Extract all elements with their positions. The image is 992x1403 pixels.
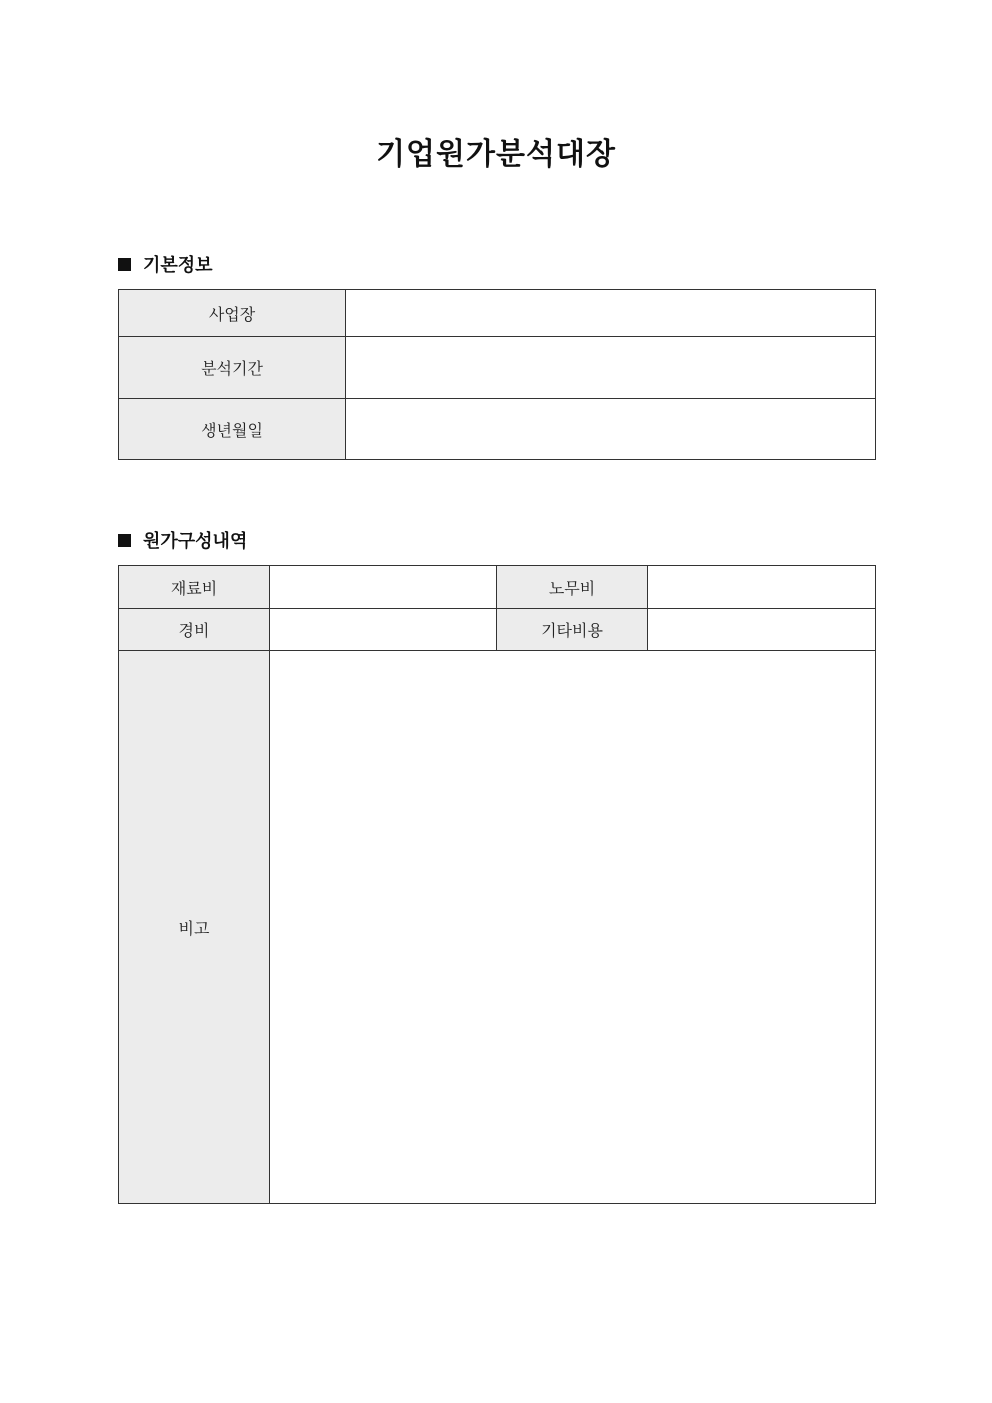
basic-info-table (118, 289, 876, 460)
table-row (119, 651, 876, 1204)
other-cost-label: 기타비용 (497, 609, 648, 651)
table-row (119, 399, 876, 460)
material-cost-field[interactable] (270, 566, 497, 609)
workplace-label: 사업장 (119, 290, 346, 337)
cost-breakdown-table (118, 565, 876, 1204)
expense-label: 경비 (119, 609, 270, 651)
remarks-label: 비고 (119, 651, 270, 1204)
table-row (119, 609, 876, 651)
analysis-period-field[interactable] (346, 337, 876, 399)
section-heading-basic-info (118, 250, 213, 278)
birth-date-label: 생년월일 (119, 399, 346, 460)
other-cost-field[interactable] (648, 609, 876, 651)
workplace-field[interactable] (346, 290, 876, 337)
table-row (119, 290, 876, 337)
expense-field[interactable] (270, 609, 497, 651)
section-title: 원가구성내역 (143, 531, 248, 552)
page-title: 기업원가분석대장 (376, 137, 616, 172)
birth-date-field[interactable] (346, 399, 876, 460)
section-heading-cost-breakdown (118, 526, 247, 554)
table-row (119, 337, 876, 399)
table-row (119, 566, 876, 609)
material-cost-label: 재료비 (119, 566, 270, 609)
remarks-field[interactable] (270, 651, 876, 1204)
analysis-period-label: 분석기간 (119, 337, 346, 399)
square-bullet-icon (118, 534, 131, 547)
square-bullet-icon (118, 258, 131, 271)
labor-cost-label: 노무비 (497, 566, 648, 609)
labor-cost-field[interactable] (648, 566, 876, 609)
section-title: 기본정보 (143, 255, 213, 276)
